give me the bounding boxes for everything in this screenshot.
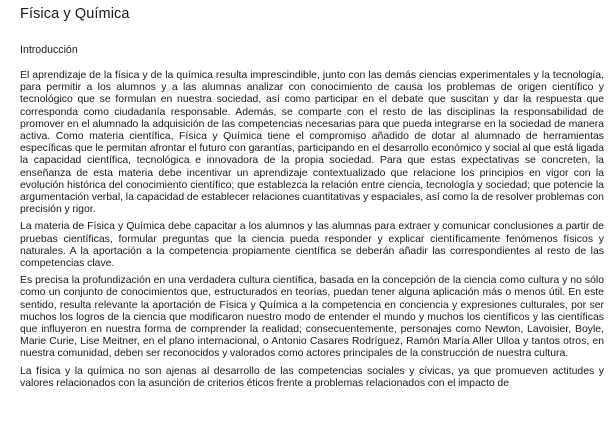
body-text [20,70,604,395]
document-title: Física y Química [20,6,130,22]
paragraph: El aprendizaje de la física y de la química resulta imprescindible, junto con las demás ciencias experimentales y la tecnología, para permitir a los alumnos y a las alumnas analizar con conocimiento de causa los problemas de origen científico y tecnológico que se formulan en nuestra sociedad, así como participar en el debate que suscitan y dar la respuesta que corresponda como ciudadanía responsable. Además, se comparte con el resto de las disciplinas la responsabilidad de promover en el alumnado la adquisición de las competencias necesarias para que pueda integrarse en la sociedad de manera activa. Como materia científica, Física y Química tiene el compromiso añadido de dotar al alumnado de herramientas específicas que le permitan afrontar el futuro con garantías, participando en el desarrollo económico y social al que está ligada la capacidad científica, tecnológica e innovadora de la propia sociedad. Para que estas expectativas se concreten, la enseñanza de esta materia debe incentivar un aprendizaje contextualizado que relacione los principios en vigor con la evolución histórica del conocimiento científico; que establezca la relación entre ciencia, tecnología y sociedad; que potencie la argumentación verbal, la capacidad de establecer relaciones cuantitativas y espaciales, así como la de resolver problemas con precisión y rigor. [20,70,604,216]
paragraph: La materia de Física y Química debe capacitar a los alumnos y las alumnas para extraer y comunicar conclusiones a partir de pruebas científicas, formular preguntas que la ciencia pueda responder y explicar científicamente fenómenos físicos y naturales. A la aportación a la competencia propiamente científica se deberán añadir las correspondientes al resto de las competencias clave. [20,221,604,270]
paragraph: Es precisa la profundización en una verdadera cultura científica, basada en la concepción de la ciencia como cultura y no sólo como un conjunto de conocimientos que, estructurados en teorías, puedan tener alguna aplicación más o menos útil. En este sentido, resulta relevante la aportación de Física y Química a la competencia en conciencia y expresiones culturales, por ser muchos los logros de la ciencia que modificaron nuestro modo de entender el mundo y muchos los científicos y las científicas que influyeron en nuestra forma de comprender la realidad; consecuentemente, personajes como Newton, Lavoisier, Boyle, Marie Curie, Lise Meitner, en el plano internacional, o Antonio Casares Rodríguez, Ramón María Aller Ulloa y tantos otros, en nuestra comunidad, deben ser reconocidos y valorados como actores principales de la construcción de nuestra cultura. [20,275,604,360]
paragraph: La física y la química no son ajenas al desarrollo de las competencias sociales y cívicas, ya que promueven actitudes y valores relacionados con la asunción de criterios éticos frente a problemas relacionados con el impacto de [20,365,604,389]
section-heading: Introducción [20,44,78,56]
